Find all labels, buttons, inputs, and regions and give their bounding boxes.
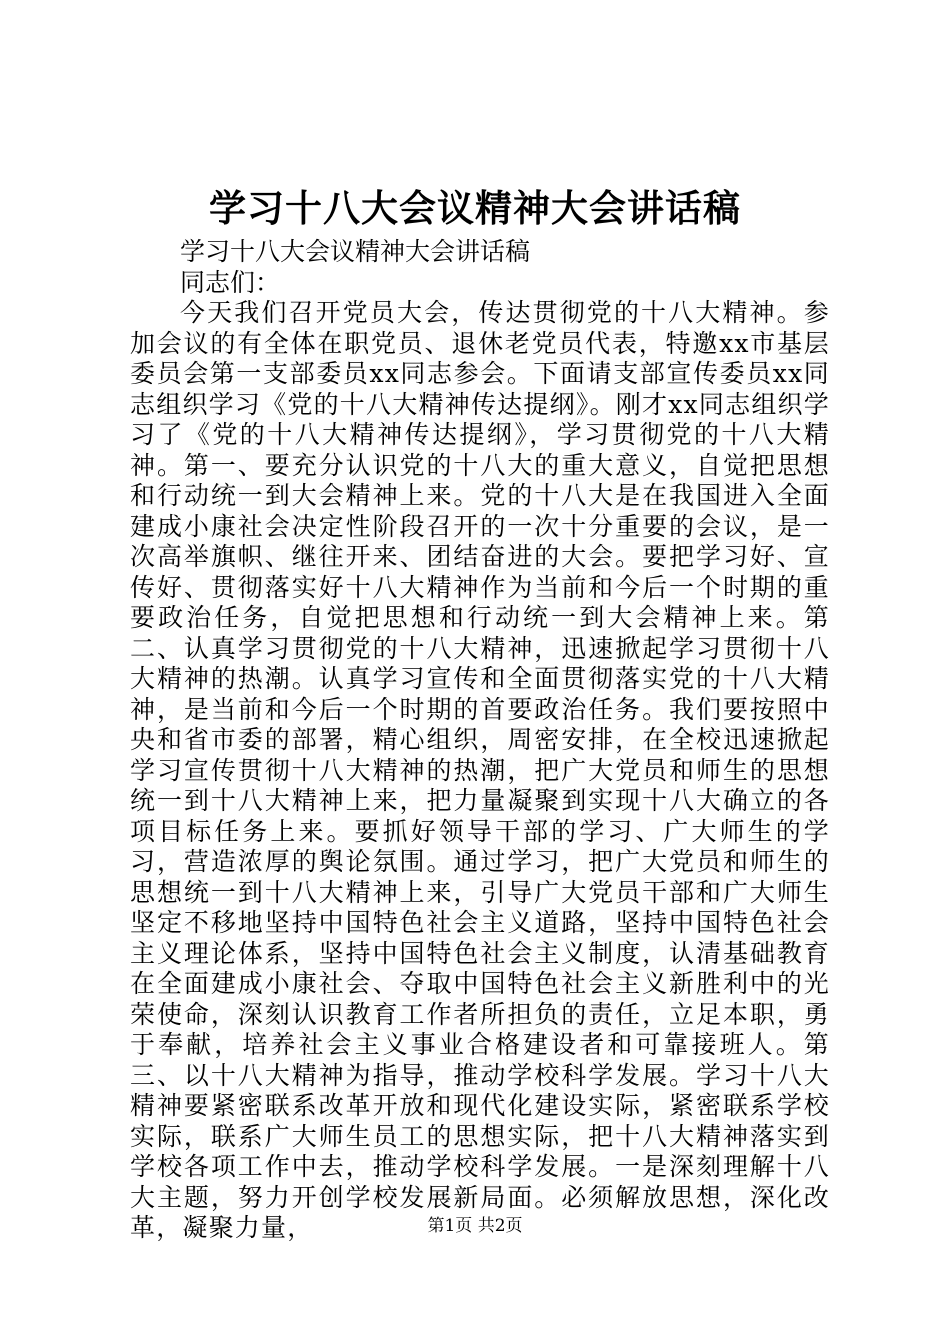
page-title: 学习十八大会议精神大会讲话稿 (209, 186, 741, 230)
document-body (130, 237, 830, 1244)
salutation: 同志们： (180, 267, 281, 297)
document-subtitle: 学习十八大会议精神大会讲话稿 (180, 237, 531, 266)
page-footer: 第1页 共2页 (427, 1216, 523, 1236)
main-paragraph: 今天我们召开党员大会，传达贯彻党的十八大精神。参加会议的有全体在职党员、退休老党员代表，特邀xx市基层委员会第一支部委员xx同志参会。下面请支部宣传委员xx同志组织学习《党的十八大精神传达提纲》。刚才xx同志组织学习了《党的十八大精神传达提纲》，学习贯彻党的十八大精神。第一、要充分认识党的十八大的重大意义，自觉把思想和行动统一到大会精神上来。党的十八大是在我国进入全面建成小康社会决定性阶段召开的一次十分重要的会议，是一次高举旗帜、继往开来、团结奋进的大会。要把学习好、宣传好、贯彻落实好十八大精神作为当前和今后一个时期的重要政治任务，自觉把思想和行动统一到大会精神上来。第二、认真学习贯彻党的十八大精神，迅速掀起学习贯彻十八大精神的热潮。认真学习宣传和全面贯彻落实党的十八大精神，是当前和今后一个时期的首要政治任务。我们要按照中央和省市委的部署，精心组织，周密安排，在全校迅速掀起学习宣传贯彻十八大精神的热潮，把广大党员和师生的思想统一到十八大精神上来，把力量凝聚到实现十八大确立的各项目标任务上来。要抓好领导干部的学习、广大师生的学习，营造浓厚的舆论氛围。通过学习，把广大党员和师生的思想统一到十八大精神上来，引导广大党员干部和广大师生坚定不移地坚持中国特色社会主义道路，坚持中国特色社会主义理论体系，坚持中国特色社会主义制度，认清基础教育在全面建成小康社会、夺取中国特色社会主义新胜利中的光荣使命，深刻认识教育工作者所担负的责任，立足本职，勇于奉献，培养社会主义事业合格建设者和可靠接班人。第三、以十八大精神为指导，推动学校科学发展。学习十八大精神要紧密联系改革开放和现代化建设实际，紧密联系学校实际，联系广大师生员工的思想实际，把十八大精神落实到学校各项工作中去，推动学校科学发展。一是深刻理解十八大主题，努力开创学校发展新局面。必须解放思想，深化改革，凝聚力量， (130, 298, 830, 1242)
